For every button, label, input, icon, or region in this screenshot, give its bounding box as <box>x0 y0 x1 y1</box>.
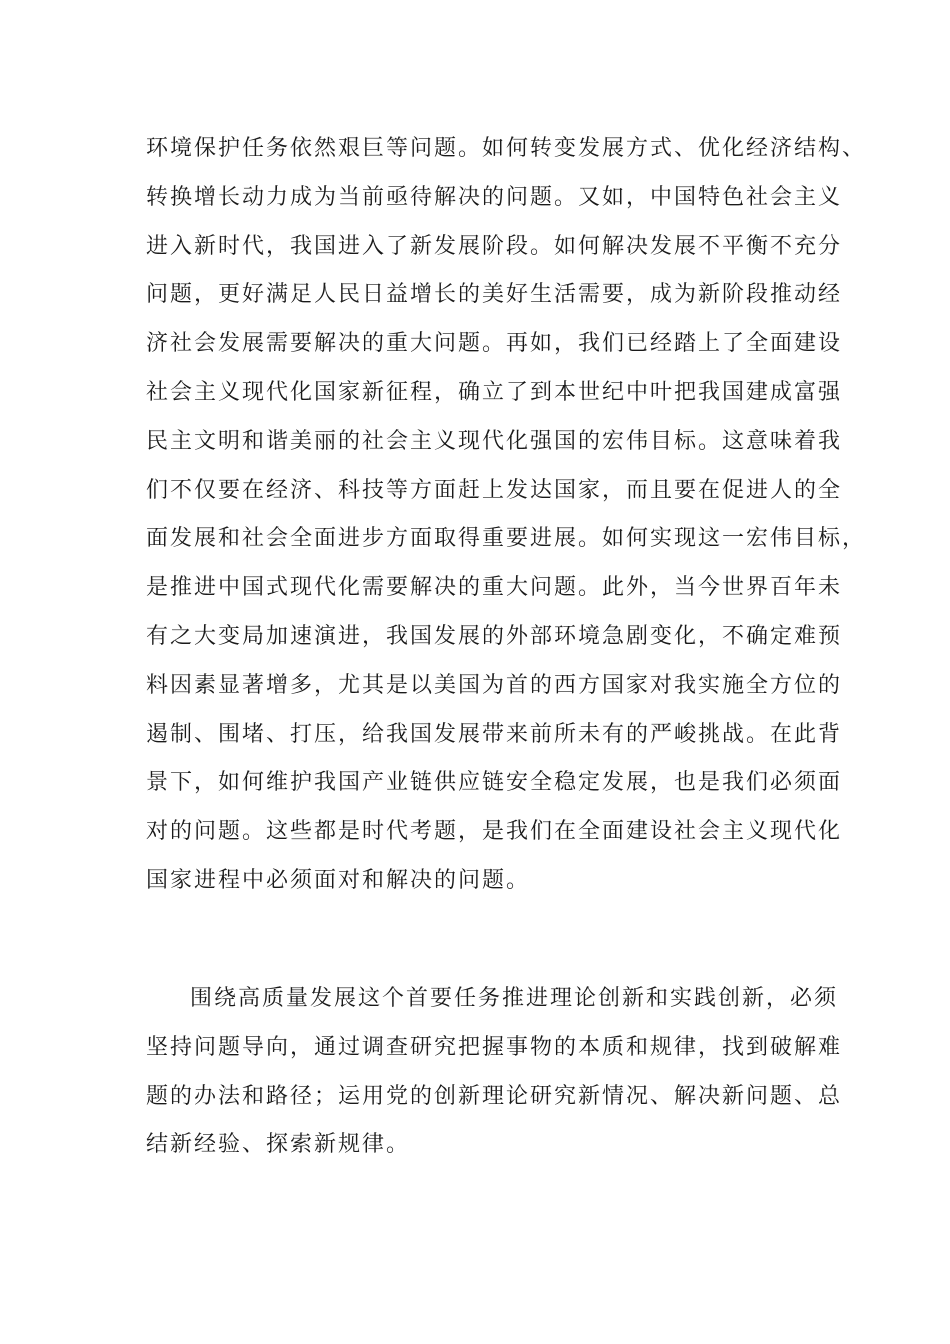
paragraph-line: 面发展和社会全面进步方面取得重要进展。如何实现这一宏伟目标， <box>146 526 867 552</box>
paragraph-line: 题的办法和路径；运用党的创新理论研究新情况、解决新问题、总 <box>146 1083 843 1109</box>
paragraph-2 <box>146 975 843 1170</box>
paragraph-line: 济社会发展需要解决的重大问题。再如，我们已经踏上了全面建设 <box>146 331 843 357</box>
paragraph-line: 们不仅要在经济、科技等方面赶上发达国家，而且要在促进人的全 <box>146 477 843 503</box>
paragraph-line: 对的问题。这些都是时代考题，是我们在全面建设社会主义现代化 <box>146 819 843 845</box>
paragraph-line: 遏制、围堵、打压，给我国发展带来前所未有的严峻挑战。在此背 <box>146 721 843 747</box>
paragraph-line: 有之大变局加速演进，我国发展的外部环境急剧变化，不确定难预 <box>146 623 843 649</box>
paragraph-line: 结新经验、探索新规律。 <box>146 1132 411 1158</box>
paragraph-line: 问题，更好满足人民日益增长的美好生活需要，成为新阶段推动经 <box>146 282 843 308</box>
paragraph-line: 社会主义现代化国家新征程，确立了到本世纪中叶把我国建成富强 <box>146 379 843 405</box>
paragraph-1 <box>146 125 867 906</box>
paragraph-line: 环境保护任务依然艰巨等问题。如何转变发展方式、优化经济结构、 <box>146 136 867 161</box>
paragraph-line: 民主文明和谐美丽的社会主义现代化强国的宏伟目标。这意味着我 <box>146 428 843 454</box>
paragraph-line: 转换增长动力成为当前亟待解决的问题。又如，中国特色社会主义 <box>146 184 843 210</box>
paragraph-first-line: 围绕高质量发展这个首要任务推进理论创新和实践创新，必须 <box>190 986 839 1011</box>
paragraph-line: 景下，如何维护我国产业链供应链安全稳定发展，也是我们必须面 <box>146 770 843 796</box>
paragraph-line: 是推进中国式现代化需要解决的重大问题。此外，当今世界百年未 <box>146 575 843 601</box>
paragraph-line: 国家进程中必须面对和解决的问题。 <box>146 867 531 893</box>
paragraph-line: 料因素显著增多，尤其是以美国为首的西方国家对我实施全方位的 <box>146 672 843 698</box>
paragraph-line: 进入新时代，我国进入了新发展阶段。如何解决发展不平衡不充分 <box>146 233 843 259</box>
paragraph-line: 坚持问题导向，通过调查研究把握事物的本质和规律，找到破解难 <box>146 1034 843 1060</box>
